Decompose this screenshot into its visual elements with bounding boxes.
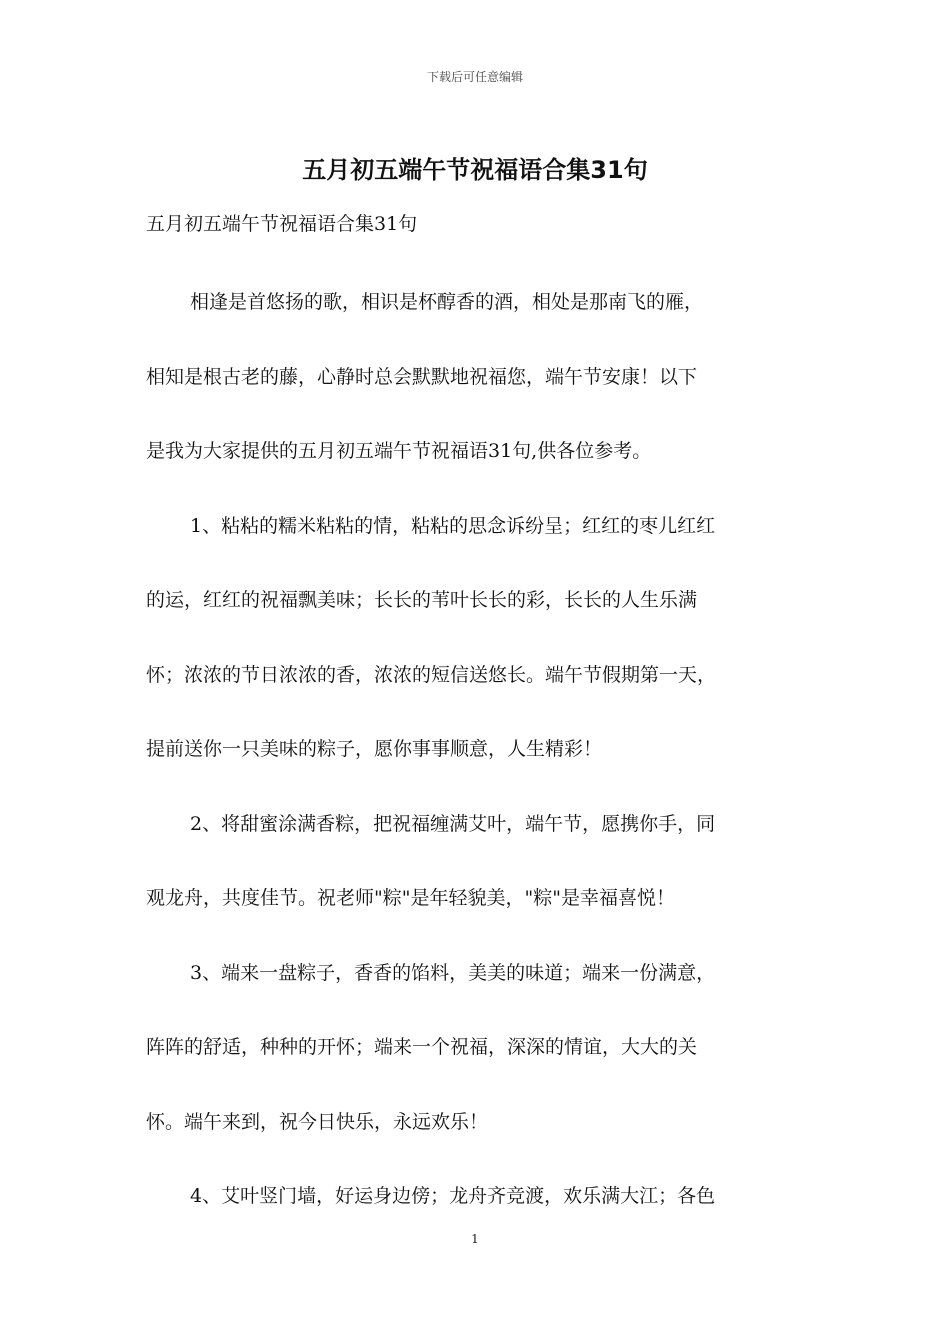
text-line: 是我为大家提供的五月初五端午节祝福语31句,供各位参考。 bbox=[146, 440, 652, 462]
text-line: 的运，红红的祝福飘美味；长长的苇叶长长的彩，长长的人生乐满 bbox=[146, 589, 698, 611]
text-line: 阵阵的舒适，种种的开怀；端来一个祝福，深深的情谊，大大的关 bbox=[146, 1036, 698, 1058]
text-line: 提前送你一只美味的粽子，愿你事事顺意，人生精彩！ bbox=[146, 738, 603, 760]
text-line: 3、端来一盘粽子，香香的馅料，美美的味道；端来一份满意， bbox=[190, 961, 716, 984]
text-line: 相知是根古老的藤，心静时总会默默地祝福您，端午节安康！以下 bbox=[146, 365, 698, 388]
text-line: 观龙舟，共度佳节。祝老师"粽"是年轻貌美，"粽"是幸福喜悦！ bbox=[146, 887, 675, 909]
document-title: 五月初五端午节祝福语合集31句 bbox=[302, 156, 648, 184]
body-text bbox=[146, 278, 806, 1247]
header-note: 下载后可任意编辑 bbox=[426, 70, 523, 84]
page-number: 1 bbox=[471, 1232, 479, 1246]
document-subtitle: 五月初五端午节祝福语合集31句 bbox=[146, 213, 418, 235]
text-line: 怀。端午来到，祝今日快乐，永远欢乐！ bbox=[146, 1110, 489, 1133]
text-line: 相逢是首悠扬的歌，相识是杯醇香的酒，相处是那南飞的雁， bbox=[190, 291, 704, 313]
text-line: 1、粘粘的糯米粘粘的情，粘粘的思念诉纷呈；红红的枣儿红红 bbox=[190, 514, 716, 537]
text-line: 4、艾叶竖门墙，好运身边傍；龙舟齐竞渡，欢乐满大江；各色 bbox=[190, 1185, 716, 1207]
text-line: 怀；浓浓的节日浓浓的香，浓浓的短信送悠长。端午节假期第一天， bbox=[146, 663, 717, 686]
text-line: 2、将甜蜜涂满香粽，把祝福缠满艾叶，端午节，愿携你手，同 bbox=[190, 812, 716, 835]
